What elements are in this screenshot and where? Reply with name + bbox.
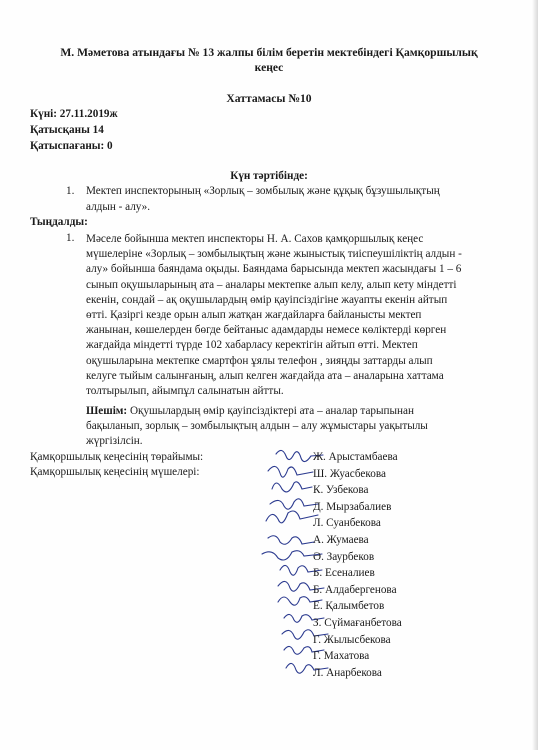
member-name: Л. Анарбекова xyxy=(313,666,382,679)
member-name: Ә. Заурбеков xyxy=(313,550,375,563)
header-line-2: кеңес xyxy=(254,61,284,74)
member-name: Е. Қалымбетов xyxy=(313,600,385,613)
agenda-item-line-2: алдын - алу». xyxy=(86,201,151,213)
heard-item-number: 1. xyxy=(66,232,75,244)
heard-line: толтырылып, айымпұл салынатын айтты. xyxy=(86,385,284,398)
meeting-date: Күні: 27.11.2019ж xyxy=(30,108,118,120)
member-name: Д. Мырзабалиев xyxy=(313,500,392,513)
heard-line: алу» бойынша баяндама оқыды. Баяндама барысында мектеп жасындағы 1 – 6 xyxy=(86,263,462,276)
decision-text-1: Оқушылардың өмір қауіпсіздіктері ата – аналар тарыпынан xyxy=(127,405,414,417)
member-name: Л. Суанбекова xyxy=(313,517,381,530)
heard-line: сынып оқушыларының ата – аналары мектепке алып келу, алып кету міндетті xyxy=(86,278,457,291)
decision-line-2: бақыланып, зорлық – зомбылықтың алдын – алу жұмыстары уақытылы xyxy=(86,420,428,432)
members-label: Қамқоршылық кеңесінің мүшелері: xyxy=(30,466,200,478)
member-name: Ш. Жуасбекова xyxy=(313,467,386,480)
attended-count: Қатысқаны 14 xyxy=(30,124,104,136)
heard-line: жанынан, көшелерден бөгде бейтаныс адамдарды немесе көліктерді көрген xyxy=(86,324,447,337)
agenda-item-number: 1. xyxy=(66,185,75,197)
page-edge-shadow xyxy=(532,0,538,750)
decision-line-3: жүргізілсін. xyxy=(86,435,143,447)
header-line-1: М. Мәметова атындағы № 13 жалпы білім беретін мектебіндегі Қамқоршылық xyxy=(60,46,478,59)
protocol-title: Хаттамасы №10 xyxy=(226,92,312,105)
member-name: Б. Алдабергенова xyxy=(313,583,397,596)
member-name: К. Узбекова xyxy=(313,484,369,497)
absent-count: Қатыспағаны: 0 xyxy=(30,140,113,152)
member-name: Г. Махатова xyxy=(313,650,370,663)
agenda-title: Күн тәртібінде: xyxy=(230,170,308,182)
heard-paragraph xyxy=(86,232,462,399)
decision-label: Шешім: xyxy=(86,405,128,417)
signature-scribble xyxy=(270,499,318,509)
member-name: З. Сүймағанбетова xyxy=(313,617,402,629)
heard-title: Тыңдалды: xyxy=(30,216,88,228)
member-name: Ж. Арыстамбаева xyxy=(313,451,398,463)
signature-scribble xyxy=(268,466,313,477)
decision-line-1 xyxy=(86,405,414,417)
document-header xyxy=(30,45,508,75)
signature-scribble xyxy=(268,536,314,545)
heard-line: Мәселе бойынша мектеп инспекторы Н. А. Сахов қамқоршылық кеңес xyxy=(86,233,424,245)
member-name: Г. Жылысбекова xyxy=(313,633,391,646)
member-name: А. Жумаева xyxy=(313,534,369,546)
heard-line: келуге тыйым салынғаның, алып келген жағдайда ата – аналарына хаттама xyxy=(86,369,444,382)
agenda-item-line-1: Мектеп инспекторының «Зорлық – зомбылық және құқық бұзушылықтың xyxy=(86,185,440,197)
chair-label: Қамқоршылық кеңесінің төрайымы: xyxy=(30,451,204,463)
member-name: Б. Есеналиев xyxy=(313,567,375,580)
heard-line: жағдайда міндетті түрде 102 хабарласу керектігін айтып өтті. Мектеп xyxy=(86,339,418,352)
heard-line: мүшелеріне «Зорлық – зомбылықтың және жыныстық тиіспеушіліктің алдын - xyxy=(86,248,462,261)
signature-scribble xyxy=(272,482,312,492)
heard-line: оқушыларына мектепке смартфон ұялы телефон , зияңды заттарды алып xyxy=(86,354,433,367)
signature-scribble xyxy=(266,511,318,523)
heard-line: екенін, сондай – ақ оқушылардың өмір қауіпсіздігіне жауапты екенін айтып xyxy=(86,293,448,306)
heard-line: өтті. Қазіргі кезде орын алып жатқан жағдайларға байланысты мектеп xyxy=(86,309,422,322)
